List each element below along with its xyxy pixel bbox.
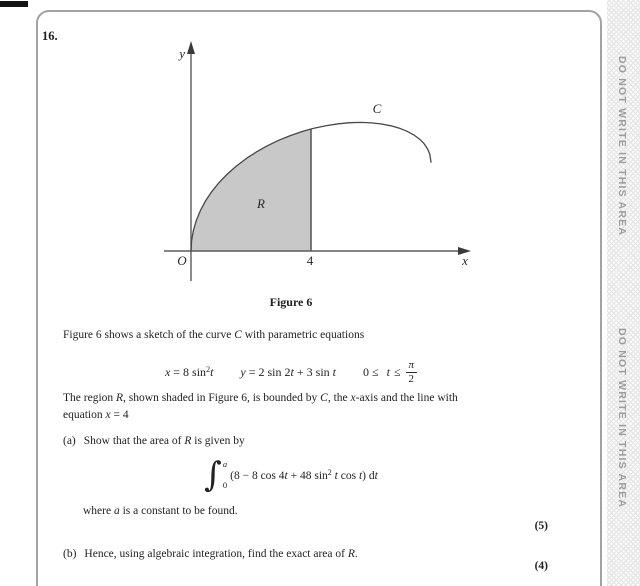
- equation-x: x = 8 $\sin^2t$: [164, 364, 214, 379]
- part-b-marks: (4): [534, 560, 548, 572]
- part-b-label: (b): [63, 548, 77, 560]
- do-not-write-watermark-top: DO NOT WRITE IN THIS AREA: [616, 56, 628, 237]
- integral-expression: [38, 456, 544, 494]
- where-line: where a is a constant to be found.: [83, 505, 238, 517]
- pi-over-2-fraction: $\frac{\pi}{2}$: [406, 359, 418, 384]
- part-b-prompt: (b) Hence, using algebraic integration, find the exact area of R.: [63, 548, 358, 560]
- intro-paragraph: Figure 6 shows a sketch of the curve C with parametric equations: [63, 329, 365, 341]
- y-axis-arrow: [187, 41, 195, 54]
- y-axis-label: y: [179, 46, 185, 61]
- part-a-label: (a): [63, 435, 76, 447]
- question-box: [36, 10, 602, 586]
- domain-of-t: 0 ≤ t ≤ $\frac{\pi}{2}$: [363, 359, 417, 384]
- region-label: R: [257, 196, 265, 211]
- origin-label: O: [177, 253, 187, 268]
- region-paragraph-line1: The region R, shown shaded in Figure 6, is bounded by C, the x-axis and the line with: [63, 392, 458, 404]
- print-registration-mark: [0, 1, 28, 7]
- x-tick-4-label: 4: [306, 253, 314, 268]
- region-paragraph: [63, 390, 458, 424]
- figure-6-plot: [152, 35, 482, 287]
- region-paragraph-line2: equation x = 4: [63, 409, 129, 421]
- part-a-prompt: (a) Show that the area of R is given by: [63, 435, 245, 447]
- curve-label: C: [372, 101, 382, 116]
- equation-y: y = 2 sin 2t + 3 sin t: [240, 364, 337, 379]
- x-axis-label: x: [462, 253, 468, 268]
- parametric-equations: [38, 354, 544, 390]
- shaded-region: [191, 129, 311, 251]
- integral-sign: ∫: [204, 455, 222, 495]
- integrand: (8 − 8 cos 4t + 48 $\sin^2 t$ cos t) dt: [230, 468, 378, 482]
- integral-limits: a 0: [222, 459, 228, 490]
- do-not-write-watermark-bottom: DO NOT WRITE IN THIS AREA: [616, 328, 628, 509]
- do-not-write-margin: [607, 0, 640, 586]
- figure-caption: Figure 6: [269, 295, 313, 309]
- question-number: 16.: [42, 29, 58, 43]
- part-a-marks: (5): [534, 520, 548, 532]
